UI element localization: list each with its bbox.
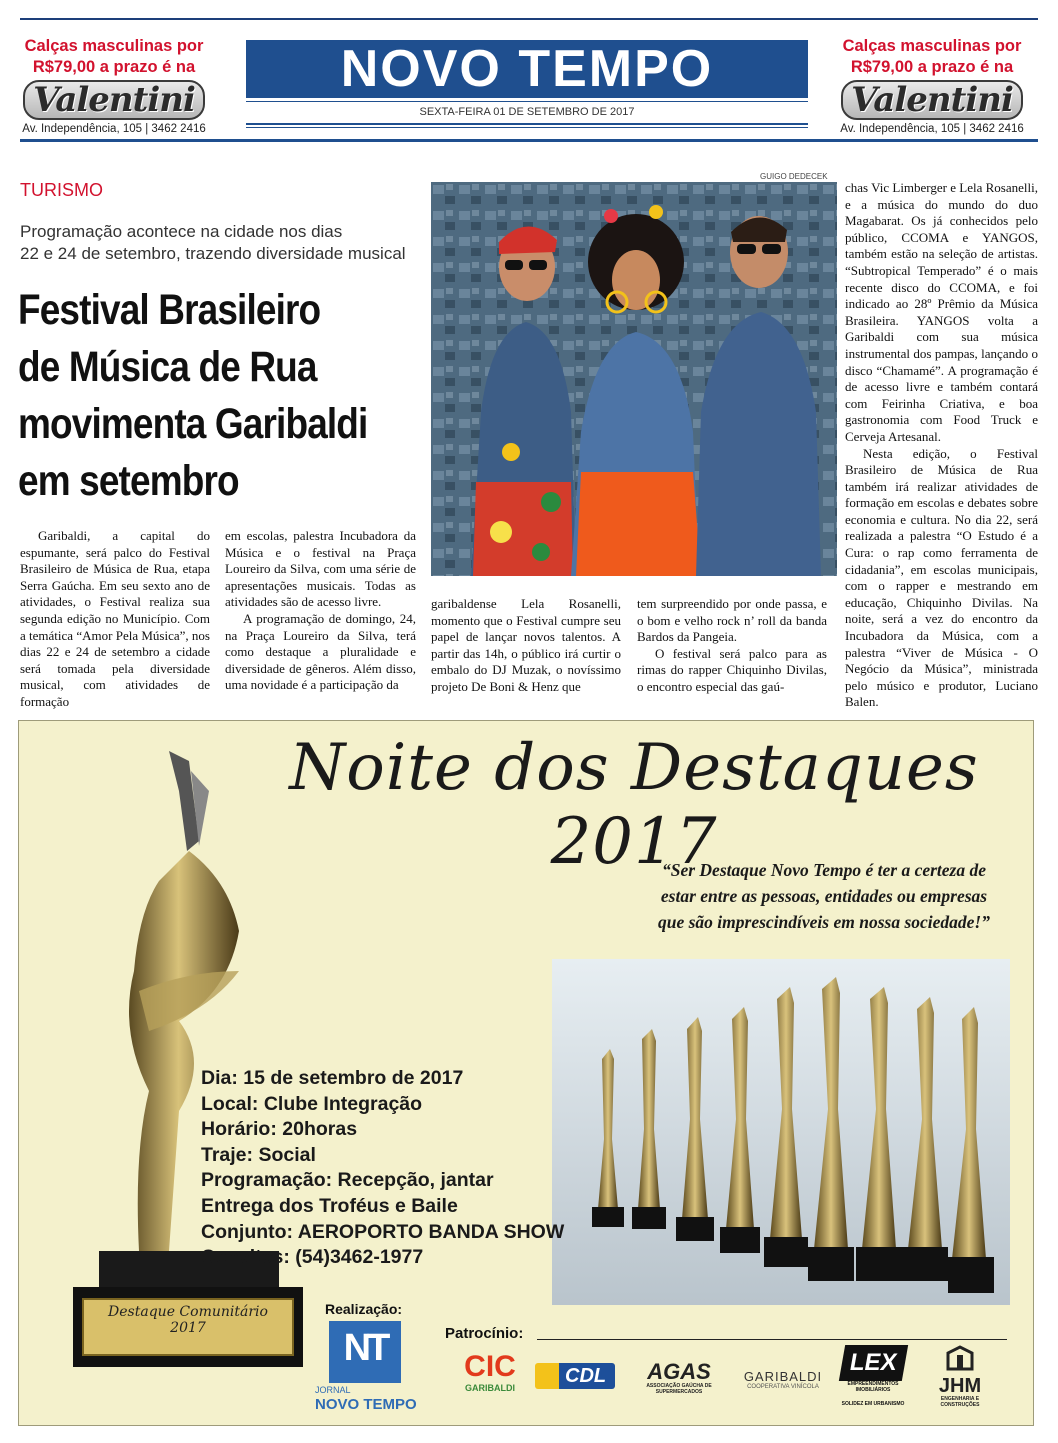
advertisement-left[interactable] <box>14 36 214 135</box>
ad-left-address: Av. Independência, 105 | 3462 2416 <box>22 123 206 135</box>
sponsor-cic-logo[interactable] <box>455 1351 525 1393</box>
column-2-paragraph-1: em escolas, palestra Incubadora da Música e o festival na Praça Loureiro da Silva, com uma série de apresentações musicais. Todas as atividades são de acesso livre. <box>225 528 416 610</box>
headline-line-1: Festival Brasileiro <box>18 286 321 334</box>
event-quote <box>639 857 1009 935</box>
lex-logo-text: LEX <box>838 1345 907 1381</box>
event-details <box>201 1066 564 1271</box>
ad-right-line1: Calças masculinas por <box>842 37 1022 55</box>
event-date: Dia: 15 de setembro de 2017 <box>201 1067 464 1089</box>
nt-logo-name: NOVO TEMPO <box>315 1396 417 1413</box>
jhm-logo-text: JHM <box>938 1375 982 1397</box>
column-4-paragraph-1: tem surpreendido por onde passa, e o bom e velho rock n’ roll da banda Bardos da Pangeia. <box>637 596 827 645</box>
garibaldi-logo-text: GARIBALDI <box>743 1369 823 1384</box>
cdl-logo-text: CDL <box>565 1365 607 1387</box>
masthead-rule-thin <box>246 127 808 128</box>
ad-right-brand-logo: Valentini <box>841 80 1023 120</box>
ad-left-line1: Calças masculinas por <box>24 37 204 55</box>
patrocinio-rule <box>537 1339 1007 1340</box>
title-underline <box>246 101 808 102</box>
event-time: Horário: 20horas <box>201 1118 358 1141</box>
event-advertisement[interactable] <box>18 720 1034 1426</box>
advertisement-right[interactable] <box>832 36 1032 135</box>
jhm-logo-sub: ENGENHARIA E CONSTRUÇÕES <box>940 1396 980 1408</box>
cic-logo-text: CIC <box>464 1350 516 1383</box>
lex-logo-tag: SOLIDEZ EM URBANISMO <box>841 1401 905 1407</box>
kicker-line-1: Programação acontece na cidade nos dias <box>20 222 343 241</box>
sponsor-lex-logo[interactable] <box>837 1345 909 1407</box>
photo-credit: GUIGO DEDECEK <box>760 172 828 181</box>
agas-logo-sub: ASSOCIAÇÃO GAÚCHA DE SUPERMERCADOS <box>646 1383 712 1395</box>
sponsor-jhm-logo[interactable] <box>925 1345 995 1408</box>
article-column-5 <box>845 180 1038 711</box>
kicker-line-2: 22 e 24 de setembro, trazendo diversidade musical <box>20 244 406 263</box>
ad-right-line2: R$79,00 a prazo é na <box>850 58 1014 76</box>
event-dress-code: Traje: Social <box>201 1143 316 1166</box>
trophies-photo <box>552 959 1010 1305</box>
trophies-illustration <box>552 959 1010 1305</box>
jhm-building-icon <box>946 1345 974 1371</box>
article-column-2 <box>225 528 416 694</box>
column-4-paragraph-2: O festival será palco para as rimas do rapper Chiquinho Divilas, o encontro especial das gaú- <box>637 645 827 694</box>
sponsor-cdl-logo[interactable] <box>535 1363 615 1389</box>
headline-line-3: movimenta Garibaldi <box>18 400 368 448</box>
event-program-cont: Entrega dos Troféus e Baile <box>201 1194 458 1217</box>
column-5-paragraph-2: Nesta edição, o Festival Brasileiro de Música de Rua também irá realizar atividades de formação em escolas e debates sobre economia e cultura. No dia 22, será realizada a palestra “O Estudo é a Cura: o rap como ferramenta de cidadania”, em escolas municipais, com o rapper e mestrando em educação, Chiquinho Divilas. Na noite, será a vez do encontro da Incubadora da Música, com a palestra “Viver de Música - O Negócio da Música”, ministrada pelo músico e produtor, Luciano Balen. <box>845 445 1038 710</box>
plaque-line-1: Destaque Comunitário <box>108 1304 268 1320</box>
column-5-paragraph-1: chas Vic Limberger e Lela Rosanelli, e a música do mundo do duo Magabarat. Os já conhecidos pelo público, CCOMA e YANGOS, também estão na seleção de artistas. “Subtropical Temperado” é o mais recente disco do CCOMA, e foi indicado ao 28º Prêmio da Música Brasileira. YANGOS volta a Garibaldi com sua música instrumental dos pampas, lançando o disco “Chamamé”. A programação é de acesso livre e também contará com Feirinha Criativa, e boa gastronomia com Food Truck e Cerveja Artesanal. <box>845 180 1038 444</box>
article-column-1 <box>20 528 210 711</box>
band-photo <box>431 182 837 576</box>
masthead-rule <box>246 123 808 125</box>
event-band: Conjunto: AEROPORTO BANDA SHOW <box>201 1220 565 1243</box>
column-1-paragraph: Garibaldi, a capital do espumante, será palco do Festival Brasileiro de Música de Rua, etapa Serra Gaúcha. Em seu sexto ano de atividades, o Festival realiza sua segunda edição no Município. Com a temática “Amor Pela Música”, nos dias 22 e 24 de setembro a cidade será tomada pela diversidade musical, com atividades de formação <box>20 528 210 709</box>
garibaldi-logo-sub: COOPERATIVA VINÍCOLA <box>747 1384 819 1390</box>
section-label: TURISMO <box>20 180 103 200</box>
nt-logo-jornal: JORNAL <box>315 1385 351 1395</box>
newspaper-title: NOVO TEMPO <box>246 40 808 98</box>
column-2-paragraph-2: A programação de domingo, 24, na Praça Loureiro da Silva, terá como destaque a pluralidade e diversidade de gêneros. Além disso, uma novidade é a participação da <box>225 610 416 693</box>
event-invitations: Convites: (54)3462-1977 <box>201 1246 424 1269</box>
ad-left-brand-logo: Valentini <box>23 80 205 120</box>
realizacao-label: Realização: <box>325 1301 403 1317</box>
article-column-4 <box>637 596 827 696</box>
quote-line-3: que são imprescindíveis em nossa sociedade!” <box>658 912 990 932</box>
plaque-line-2: 2017 <box>170 1320 206 1336</box>
nt-logo-letters: NT <box>343 1327 387 1369</box>
sponsor-garibaldi-logo[interactable] <box>737 1369 829 1390</box>
trophy-plaque <box>83 1304 293 1336</box>
band-photo-illustration <box>431 182 837 576</box>
quote-line-1: “Ser Destaque Novo Tempo é ter a certeza de <box>661 860 986 880</box>
top-rule <box>20 18 1038 20</box>
cic-logo-sub: GARIBALDI <box>465 1383 515 1393</box>
ad-left-line2: R$79,00 a prazo é na <box>32 58 196 76</box>
article-headline <box>18 282 368 510</box>
headline-line-4: em setembro <box>18 457 239 505</box>
ad-right-address: Av. Independência, 105 | 3462 2416 <box>840 123 1024 135</box>
headline-line-2: de Música de Rua <box>18 343 317 391</box>
event-title: Noite dos Destaques 2017 <box>289 731 979 879</box>
agas-logo-text: AGAS <box>647 1359 711 1384</box>
event-location: Local: Clube Integração <box>201 1092 423 1115</box>
event-program: Programação: Recepção, jantar <box>201 1169 494 1192</box>
article-column-3 <box>431 596 621 696</box>
patrocinio-label: Patrocínio: <box>445 1325 524 1342</box>
sponsor-agas-logo[interactable] <box>629 1361 729 1395</box>
quote-line-2: estar entre as pessoas, entidades ou empresas <box>660 886 988 906</box>
lex-logo-sub: EMPREENDIMENTOS IMOBILIÁRIOS <box>847 1381 899 1393</box>
column-3-paragraph: garibaldense Lela Rosanelli, momento que o Festival cumpre seu papel de lançar novos talentos. A partir das 14h, o público irá curtir o embalo do DJ Muzak, o novíssimo projeto De Boni & Henz que <box>431 596 621 694</box>
issue-date: SEXTA-FEIRA 01 DE SETEMBRO DE 2017 <box>419 106 635 118</box>
article-kicker <box>20 221 420 265</box>
jornal-novo-tempo-logo[interactable] <box>329 1321 401 1383</box>
masthead-bottom-rule <box>20 139 1038 142</box>
